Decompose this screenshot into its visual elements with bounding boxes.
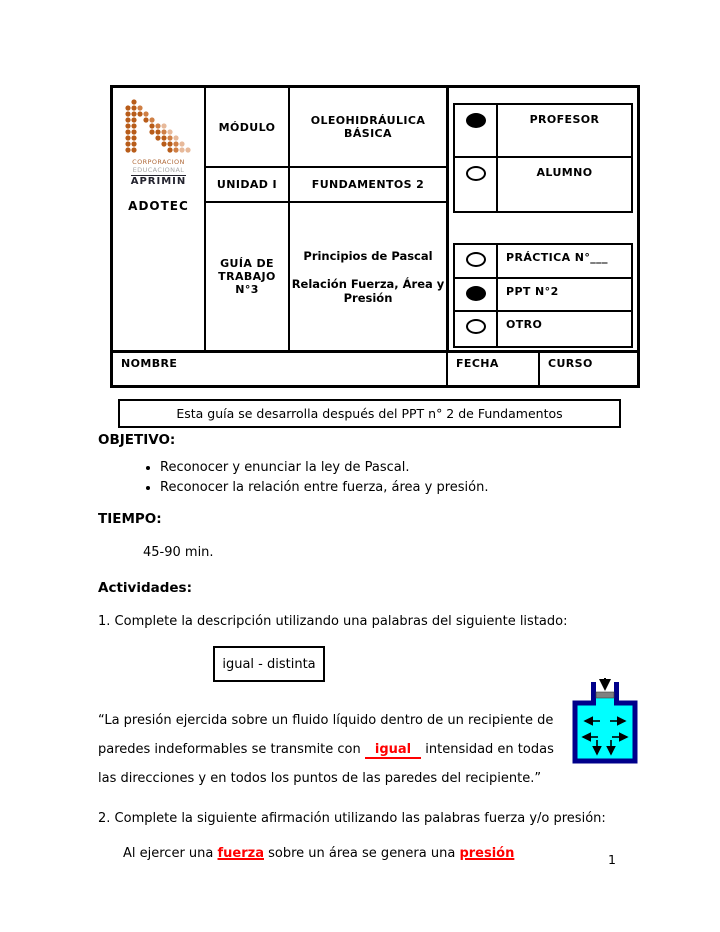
actividades-heading: Actividades:	[98, 580, 192, 596]
role-checkbox-table	[453, 103, 633, 213]
header-table	[110, 85, 640, 388]
guia-title-cell	[290, 203, 446, 350]
ppt-circle-cell	[455, 279, 498, 311]
tiempo-value: 45-90 min.	[143, 545, 214, 560]
pascal-tank-diagram	[569, 677, 641, 773]
otro-label: OTRO	[506, 318, 543, 332]
unidad-value-cell: FUNDAMENTOS 2	[290, 168, 446, 203]
statement-text-2: sobre un área se genera una	[264, 846, 460, 861]
profesor-radio-circle[interactable]	[466, 113, 486, 128]
practica-radio-circle[interactable]	[466, 252, 486, 267]
modulo-label-cell: MÓDULO	[206, 88, 290, 168]
otro-circle-cell	[455, 312, 498, 346]
logo-corporacion-text: CORPORACION	[132, 158, 185, 166]
statement-text-1: Al ejercer una	[123, 846, 218, 861]
practica-label: PRÁCTICA N°___	[506, 251, 608, 264]
activity1-prompt: 1. Complete la descripción utilizando una palabras del siguiente listado:	[98, 614, 568, 629]
quote-answer-blank[interactable]: igual	[365, 742, 421, 759]
ppt-label: PPT N°2	[506, 284, 559, 298]
page-number: 1	[608, 852, 616, 867]
logo-cell	[113, 88, 206, 350]
statement-answer-fuerza[interactable]: fuerza	[217, 846, 264, 861]
modulo-value-cell: OLEOHIDRÁULICA BÁSICA	[290, 88, 446, 168]
tiempo-heading: TIEMPO:	[98, 511, 162, 527]
ppt-radio-circle[interactable]	[466, 286, 486, 301]
profesor-circle-cell	[455, 105, 498, 156]
table-vertical-divider	[446, 88, 449, 350]
alumno-circle-cell	[455, 158, 498, 211]
role-option-alumno	[455, 158, 631, 211]
doc-option-practica	[455, 245, 631, 279]
guia-title-line1: Principios de Pascal	[303, 248, 433, 263]
practica-circle-cell	[455, 245, 498, 277]
logo-aprimin-text: APRIMIN	[130, 176, 187, 187]
objetivo-heading: OBJETIVO:	[98, 432, 176, 448]
aprimin-dots-logo	[124, 98, 194, 156]
logo-educacional-text: EDUCACIONAL	[132, 166, 185, 174]
objetivo-bullet-2: • Reconocer la relación entre fuerza, área y presión.	[160, 480, 630, 495]
objetivo-list	[98, 460, 630, 495]
statement-answer-presion[interactable]: presión	[459, 846, 515, 861]
document-body	[98, 432, 630, 861]
profesor-label: PROFESOR	[529, 113, 600, 126]
otro-radio-circle[interactable]	[466, 319, 486, 334]
activity2-statement	[123, 846, 630, 861]
doc-type-checkbox-table	[453, 243, 633, 348]
quote-text-before: “La presión ejercida sobre un fluido líquido dentro de un recipiente de paredes indeformables se transmite con	[98, 713, 554, 757]
activity2-prompt: 2. Complete la siguiente afirmación utilizando las palabras fuerza y/o presión:	[98, 811, 606, 826]
alumno-label: ALUMNO	[536, 166, 593, 179]
objetivo-bullet-1: • Reconocer y enunciar la ley de Pascal.	[160, 460, 630, 475]
doc-option-ppt	[455, 279, 631, 313]
logo-adotec-text: ADOTEC	[128, 199, 189, 213]
doc-option-otro	[455, 312, 631, 346]
curso-field[interactable]: CURSO	[548, 357, 593, 370]
quote-text-after: intensidad en todas las direcciones y en todos los puntos de las paredes del recipiente.”	[98, 742, 554, 786]
role-option-profesor	[455, 105, 631, 158]
guia-label-cell: GUÍA DE TRABAJO N°3	[206, 203, 290, 350]
word-bank-box: igual - distinta	[213, 646, 325, 682]
unidad-label-cell: UNIDAD I	[206, 168, 290, 203]
fecha-field[interactable]: FECHA	[456, 357, 499, 370]
nombre-field[interactable]: NOMBRE	[121, 357, 178, 370]
note-box: Esta guía se desarrolla después del PPT n° 2 de Fundamentos	[118, 399, 621, 428]
pascal-quote-paragraph	[98, 706, 574, 793]
alumno-radio-circle[interactable]	[466, 166, 486, 181]
guia-title-line2: Relación Fuerza, Área y Presión	[291, 276, 445, 305]
